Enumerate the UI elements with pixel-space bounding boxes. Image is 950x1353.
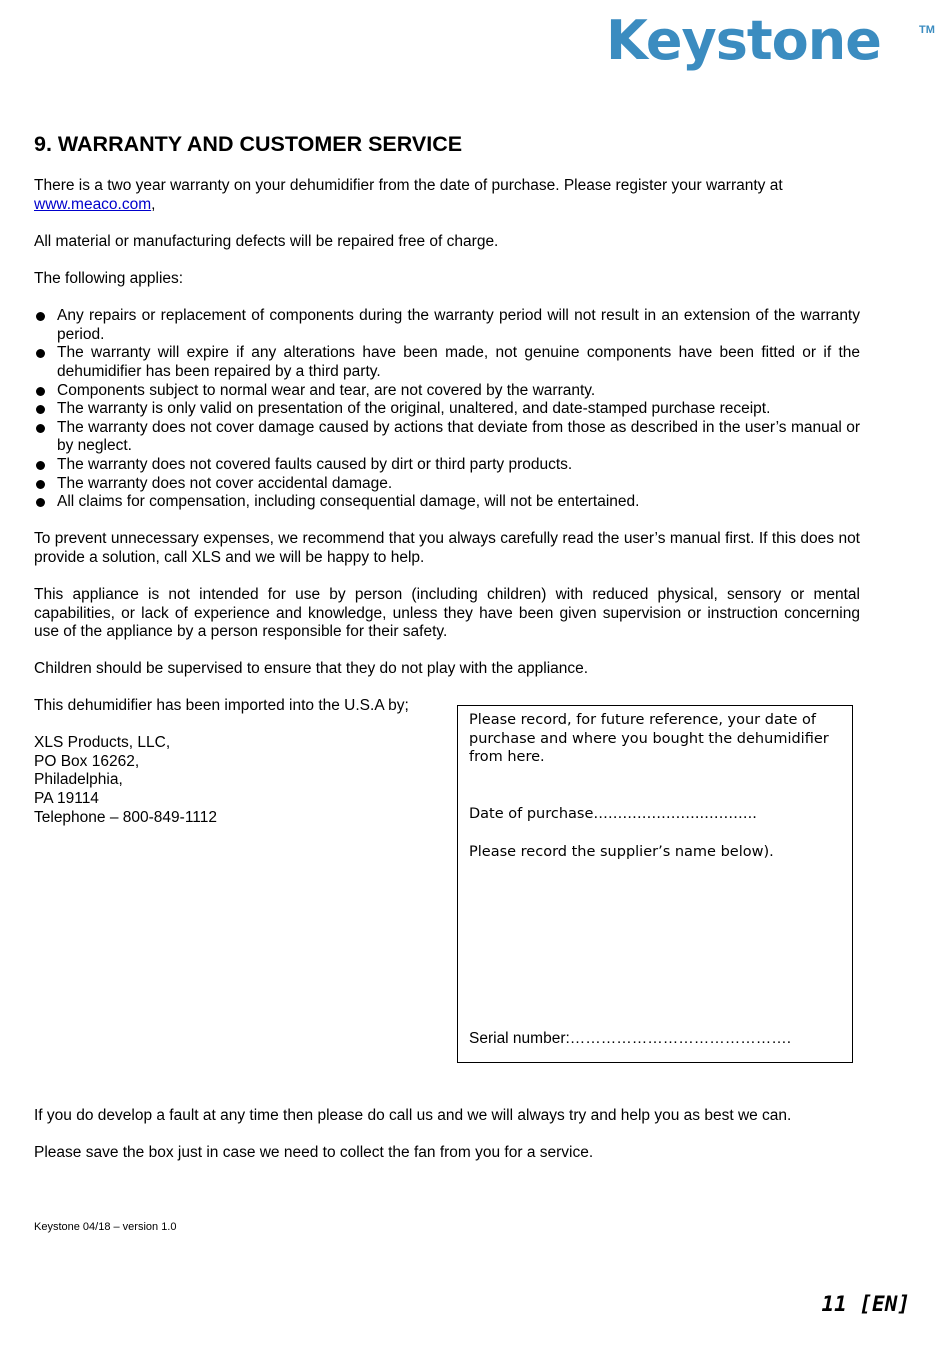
list-item [34,419,860,456]
list-item-text: The warranty will expire if any alterations have been made, not genuine components have been fitted or if the dehumidifier has been repaired by a third party. [57,344,860,380]
meaco-link[interactable]: www.meaco.com [34,195,152,213]
importer-po-box: PO Box 16262, [34,752,140,770]
bullet-icon [36,480,45,489]
date-of-purchase-line: Date of purchase…………………..……….. [469,806,757,822]
save-box-paragraph: Please save the box just in case we need to collect the fan from you for a service. [34,1144,594,1162]
serial-number-line: Serial number:……………………………………. [469,1030,792,1047]
importer-state-zip: PA 19114 [34,789,99,807]
bullet-icon [36,424,45,433]
intro-paragraph [34,177,860,214]
list-item [34,456,860,475]
bullet-icon [36,461,45,470]
importer-city: Philadelphia, [34,771,123,789]
prevent-paragraph: To prevent unnecessary expenses, we recommend that you always carefully read the user’s manual first. If this does not provide a solution, call XLS and we will be happy to help. [34,530,860,566]
defects-paragraph: All material or manufacturing defects will be repaired free of charge. [34,232,499,250]
warranty-content [34,177,860,698]
list-item [34,475,860,494]
list-item-text: The warranty does not cover damage caused by actions that deviate from those as described in the user’s manual or by neglect. [57,418,860,455]
list-item [34,493,860,512]
bullet-icon [36,349,45,358]
appliance-paragraph: This appliance is not intended for use by person (including children) with reduced physical, sensory or mental capabilities, or lack of experience and knowledge, unless they have been given supervision or instruction concerning use of the appliance by a person responsible for their safety. [34,586,860,641]
intro-suffix: , [151,195,156,213]
keystone-logo [606,10,936,72]
children-paragraph: Children should be supervised to ensure that they do not play with the appliance. [34,660,589,678]
purchase-record-box [457,705,853,1063]
importer-name: XLS Products, LLC, [34,734,171,752]
list-item-text: The warranty does not cover accidental damage. [57,474,393,492]
importer-address [34,697,409,827]
logo-wordmark: Keystone [606,9,881,72]
address-spacer [34,716,409,735]
bullet-icon [36,498,45,507]
record-instruction: Please record, for future reference, your date of purchase and where you bought the dehumidifier from here. [469,712,829,766]
list-item-text: All claims for compensation, including consequential damage, will not be entertained. [57,493,640,511]
bullet-icon [36,405,45,414]
list-item [34,307,860,344]
importer-telephone: Telephone – 800-849-1112 [34,808,217,826]
list-item [34,382,860,401]
applies-paragraph: The following applies: [34,269,184,287]
section-heading: 9. WARRANTY AND CUSTOMER SERVICE [34,132,463,156]
warranty-conditions-list [34,307,860,512]
page-number: 11 [EN] [821,1292,910,1316]
fault-paragraph: If you do develop a fault at any time then please do call us and we will always try and help you as best we can. [34,1107,792,1124]
bullet-icon [36,312,45,321]
supplier-name-prompt: Please record the supplier’s name below). [469,844,774,860]
list-item-text: Components subject to normal wear and tear, are not covered by the warranty. [57,381,596,399]
logo-trademark: TM [919,24,935,36]
importer-intro: This dehumidifier has been imported into the U.S.A by; [34,697,409,714]
footer-version: Keystone 04/18 – version 1.0 [34,1221,177,1233]
closing-text [34,1107,860,1181]
list-item-text: The warranty does not covered faults caused by dirt or third party products. [57,455,573,473]
list-item-text: Any repairs or replacement of components during the warranty period will not result in an extension of the warranty period. [57,307,860,343]
bullet-icon [36,387,45,396]
list-item [34,400,860,419]
intro-text: There is a two year warranty on your dehumidifier from the date of purchase. Please register your warranty at [34,177,783,194]
list-item-text: The warranty is only valid on presentation of the original, unaltered, and date-stamped purchase receipt. [57,400,771,418]
list-item [34,344,860,381]
